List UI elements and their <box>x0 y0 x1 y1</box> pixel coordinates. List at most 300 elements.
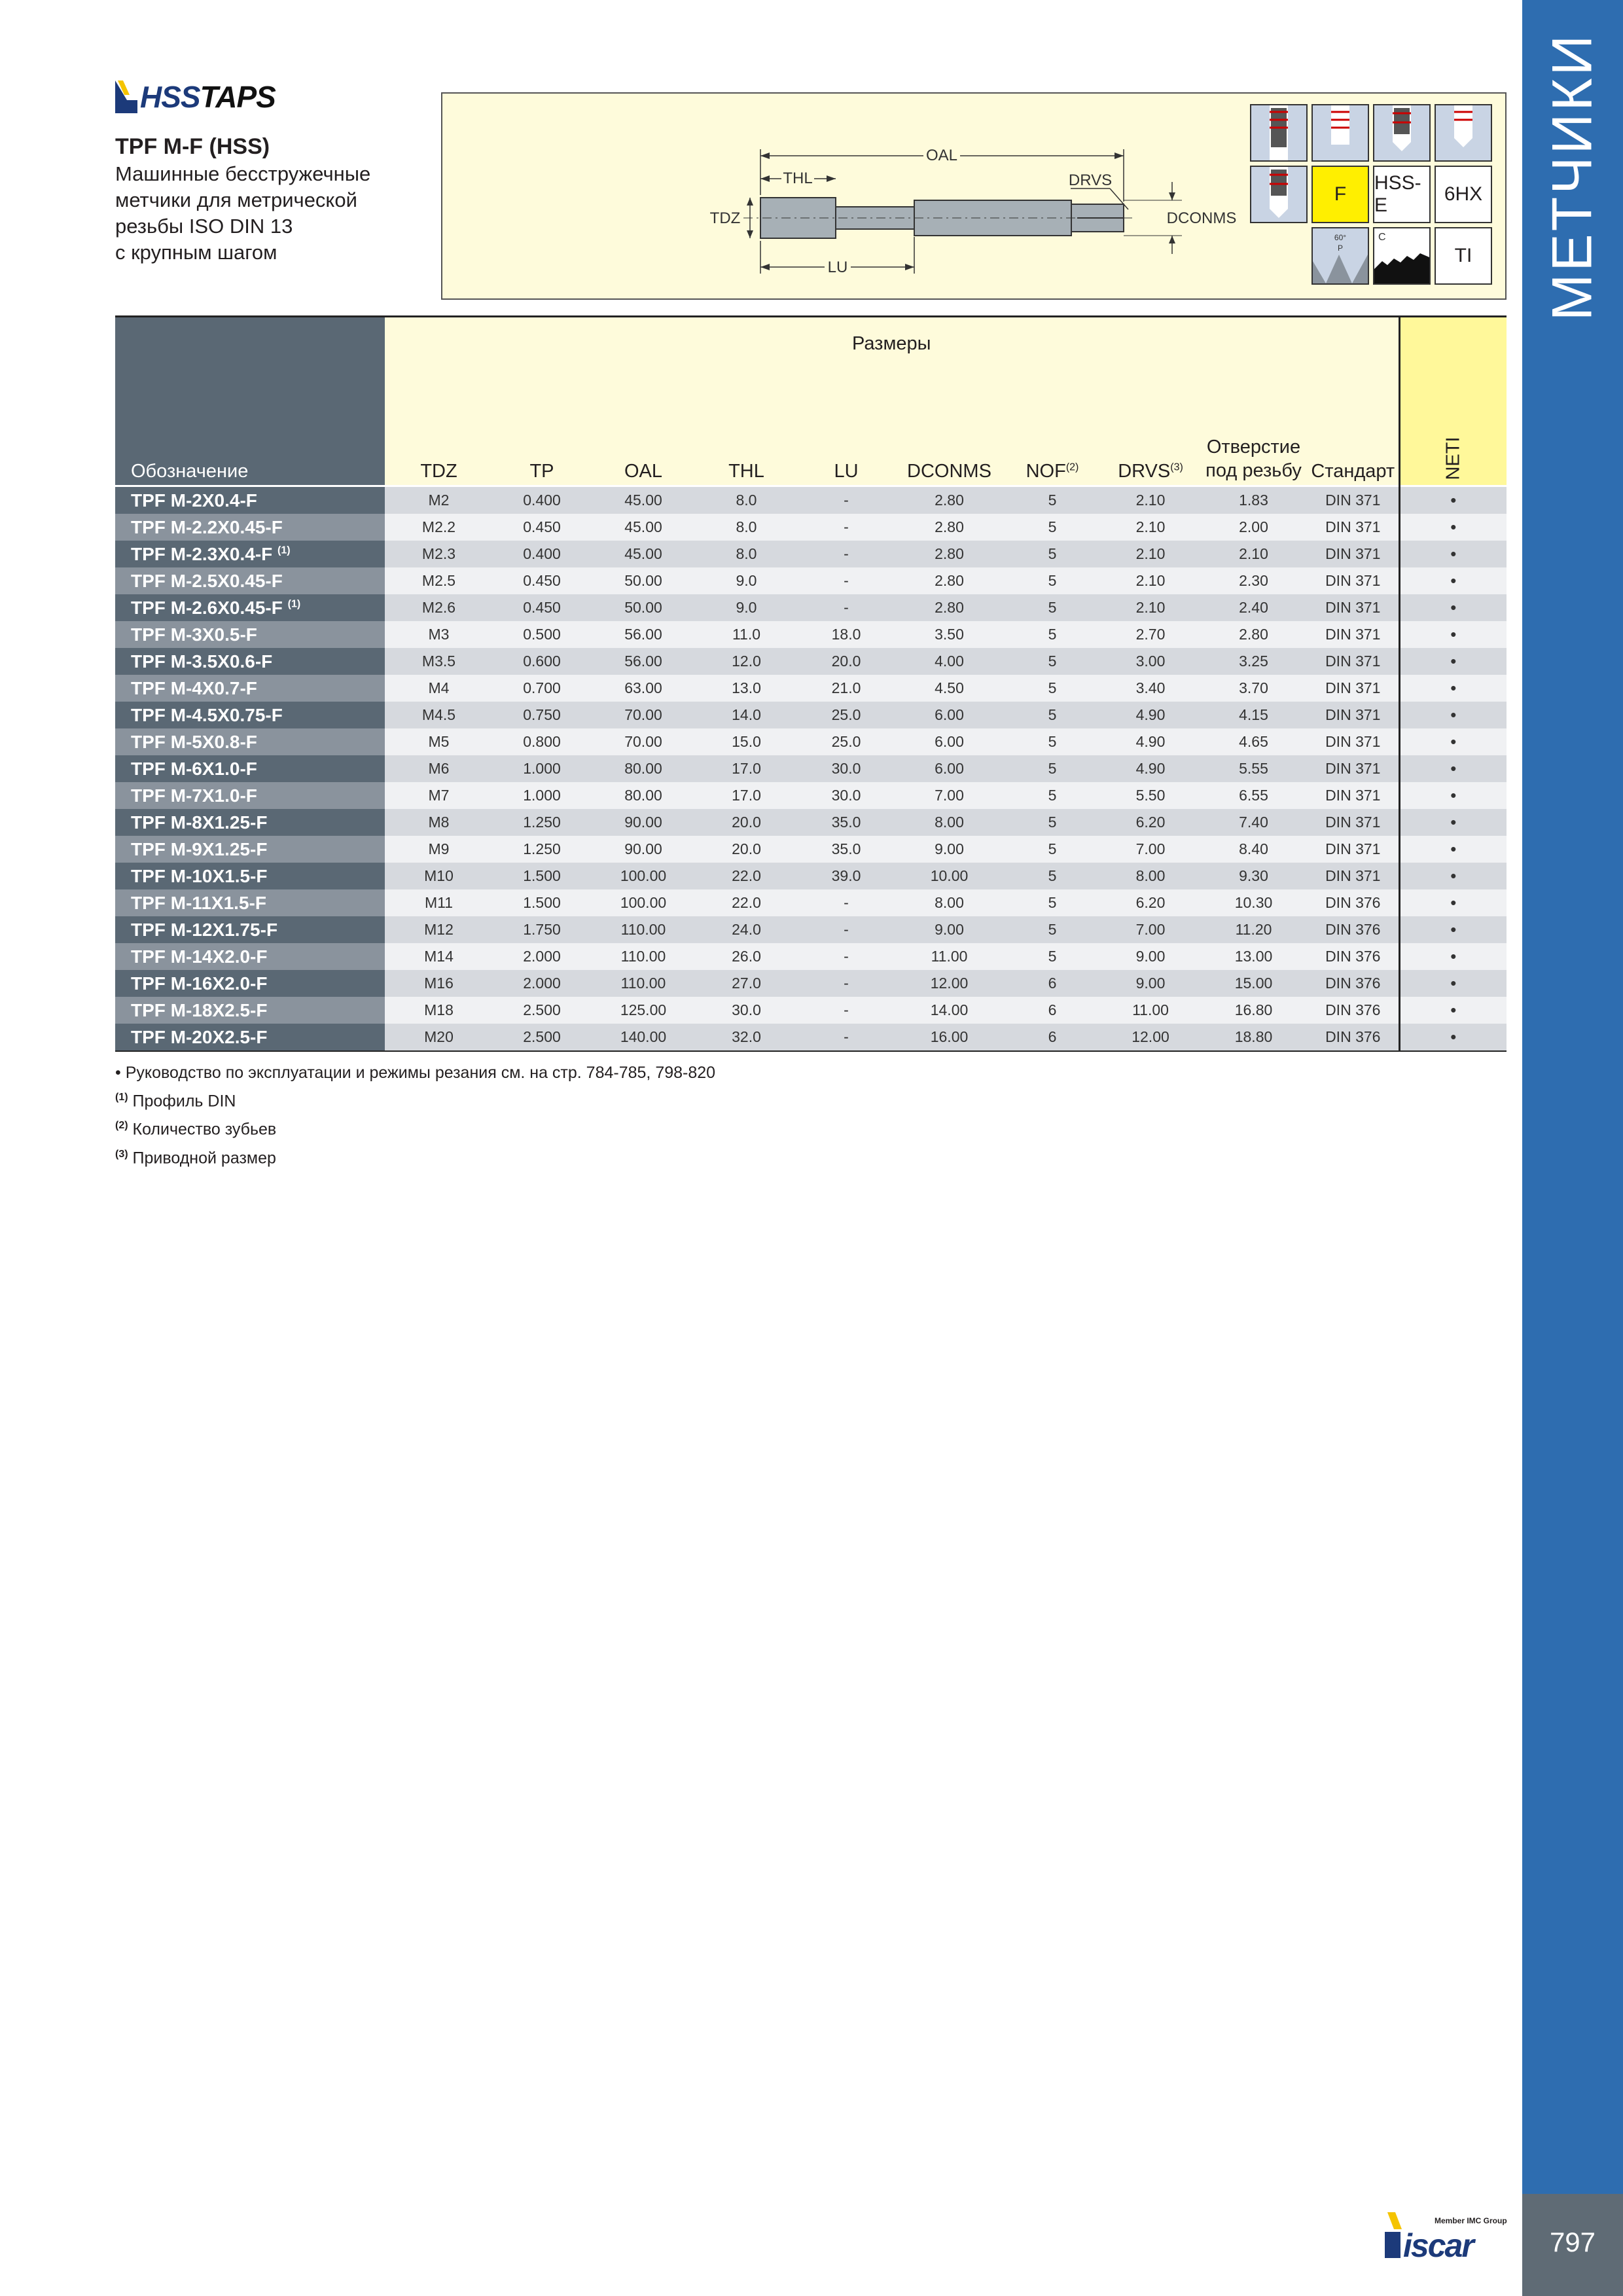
cell-tdz: M6 <box>385 755 493 782</box>
cell-hole: 5.55 <box>1200 755 1308 782</box>
cell-lu: - <box>797 943 895 970</box>
cell-drvs: 4.90 <box>1101 755 1200 782</box>
cell-thl: 12.0 <box>696 648 797 675</box>
col-drvs-label: DRVS <box>1118 461 1171 482</box>
cell-thl: 11.0 <box>696 621 797 648</box>
cell-dconms: 8.00 <box>895 809 1003 836</box>
cell-tdz: M14 <box>385 943 493 970</box>
cell-dconms: 4.50 <box>895 675 1003 702</box>
row-designation-text: TPF M-8X1.25-F <box>131 812 268 833</box>
col-drvs <box>1101 385 1200 486</box>
cell-hole: 7.40 <box>1200 809 1308 836</box>
cell-tdz: M11 <box>385 889 493 916</box>
col-thl: THL <box>696 385 797 486</box>
cell-std: DIN 371 <box>1308 675 1399 702</box>
cell-tdz: M10 <box>385 863 493 889</box>
row-designation <box>115 675 385 702</box>
cell-neti: • <box>1399 889 1507 916</box>
cell-hole: 6.55 <box>1200 782 1308 809</box>
cell-tp: 2.000 <box>493 943 591 970</box>
cell-neti: • <box>1399 836 1507 863</box>
cell-lu: 35.0 <box>797 836 895 863</box>
row-designation <box>115 514 385 541</box>
footnote-text: Профиль DIN <box>132 1092 236 1111</box>
table-row <box>115 514 1507 541</box>
cell-neti: • <box>1399 541 1507 567</box>
cell-hole: 18.80 <box>1200 1024 1308 1050</box>
footnote-mark: (3) <box>115 1148 128 1160</box>
cell-tp: 0.750 <box>493 702 591 728</box>
footnotes <box>115 1060 715 1170</box>
cell-lu: 30.0 <box>797 755 895 782</box>
cell-neti: • <box>1399 514 1507 541</box>
footnote-3 <box>115 1142 715 1170</box>
product-description: Машинные бесстружечные метчики для метрической резьбы ISO DIN 13 с крупным шагом <box>115 162 371 264</box>
table-row <box>115 970 1507 997</box>
cell-drvs: 12.00 <box>1101 1024 1200 1050</box>
table-row <box>115 809 1507 836</box>
cell-std: DIN 371 <box>1308 809 1399 836</box>
cell-oal: 70.00 <box>591 728 696 755</box>
row-designation <box>115 809 385 836</box>
cell-oal: 50.00 <box>591 594 696 621</box>
row-designation-text: TPF M-16X2.0-F <box>131 973 268 994</box>
cell-nof: 5 <box>1003 755 1101 782</box>
cell-lu: - <box>797 594 895 621</box>
cell-neti: • <box>1399 916 1507 943</box>
row-designation <box>115 594 385 621</box>
cell-neti: • <box>1399 997 1507 1024</box>
cell-thl: 8.0 <box>696 486 797 514</box>
cell-hole: 11.20 <box>1200 916 1308 943</box>
table-row <box>115 567 1507 594</box>
row-designation <box>115 889 385 916</box>
section-sidebar <box>1522 0 1623 2194</box>
cell-nof: 5 <box>1003 486 1101 514</box>
cell-neti: • <box>1399 675 1507 702</box>
cell-oal: 110.00 <box>591 970 696 997</box>
shallow-hole-icon <box>1435 104 1492 162</box>
cell-std: DIN 371 <box>1308 755 1399 782</box>
cell-nof: 5 <box>1003 594 1101 621</box>
cell-drvs: 7.00 <box>1101 836 1200 863</box>
footnote-text: Руководство по эксплуатации и режимы резания см. на стр. 784-785, 798-820 <box>125 1064 716 1082</box>
cell-std: DIN 376 <box>1308 1024 1399 1050</box>
cell-std: DIN 376 <box>1308 970 1399 997</box>
cell-dconms: 6.00 <box>895 755 1003 782</box>
cell-nof: 5 <box>1003 863 1101 889</box>
footnote-mark: (2) <box>115 1120 128 1132</box>
cell-thl: 20.0 <box>696 809 797 836</box>
cell-neti: • <box>1399 621 1507 648</box>
col-standard: Стандарт <box>1308 385 1399 486</box>
cell-tdz: M5 <box>385 728 493 755</box>
row-designation-text: TPF M-2X0.4-F <box>131 490 257 511</box>
iscar-mark-icon <box>1385 2212 1404 2258</box>
member-label: Member IMC Group <box>1435 2216 1507 2225</box>
cell-hole: 2.10 <box>1200 541 1308 567</box>
col-nof <box>1003 385 1101 486</box>
iscar-logo <box>1385 2212 1516 2265</box>
row-designation <box>115 916 385 943</box>
cell-std: DIN 371 <box>1308 594 1399 621</box>
cell-tp: 1.250 <box>493 836 591 863</box>
tool-drawing-panel <box>441 92 1507 300</box>
cell-neti: • <box>1399 863 1507 889</box>
cell-lu: - <box>797 486 895 514</box>
cell-drvs: 2.10 <box>1101 541 1200 567</box>
cell-hole: 4.65 <box>1200 728 1308 755</box>
cell-nof: 5 <box>1003 889 1101 916</box>
cell-std: DIN 371 <box>1308 541 1399 567</box>
cell-drvs: 2.10 <box>1101 567 1200 594</box>
cell-drvs: 2.10 <box>1101 514 1200 541</box>
cell-tp: 0.400 <box>493 486 591 514</box>
cell-tp: 2.500 <box>493 1024 591 1050</box>
col-nof-note: (2) <box>1065 461 1079 473</box>
cell-nof: 5 <box>1003 943 1101 970</box>
row-designation-text: TPF M-2.5X0.45-F <box>131 570 283 591</box>
dconms-label: DCONMS <box>1166 209 1237 227</box>
cell-oal: 110.00 <box>591 916 696 943</box>
cell-lu: 18.0 <box>797 621 895 648</box>
cell-std: DIN 371 <box>1308 648 1399 675</box>
cell-neti: • <box>1399 594 1507 621</box>
cell-tp: 0.700 <box>493 675 591 702</box>
cell-dconms: 16.00 <box>895 1024 1003 1050</box>
cell-dconms: 10.00 <box>895 863 1003 889</box>
cell-tdz: M16 <box>385 970 493 997</box>
cell-lu: 25.0 <box>797 702 895 728</box>
blind-hole-icon <box>1311 104 1369 162</box>
cell-thl: 8.0 <box>696 514 797 541</box>
cell-std: DIN 376 <box>1308 997 1399 1024</box>
col-lu: LU <box>797 385 895 486</box>
row-designation-text: TPF M-11X1.5-F <box>131 892 266 913</box>
cell-tp: 2.000 <box>493 970 591 997</box>
cell-std: DIN 376 <box>1308 916 1399 943</box>
cell-hole: 16.80 <box>1200 997 1308 1024</box>
table-row <box>115 486 1507 514</box>
cell-tp: 1.500 <box>493 889 591 916</box>
table-row <box>115 782 1507 809</box>
cell-tdz: M9 <box>385 836 493 863</box>
cell-dconms: 12.00 <box>895 970 1003 997</box>
cell-std: DIN 371 <box>1308 567 1399 594</box>
cell-neti: • <box>1399 943 1507 970</box>
cell-thl: 22.0 <box>696 889 797 916</box>
cell-std: DIN 371 <box>1308 863 1399 889</box>
cell-tp: 1.500 <box>493 863 591 889</box>
cell-tdz: M2 <box>385 486 493 514</box>
iscar-brand-text: iscar <box>1403 2227 1473 2264</box>
table-row <box>115 675 1507 702</box>
cell-tdz: M3.5 <box>385 648 493 675</box>
footnote-text: Приводной размер <box>132 1148 276 1167</box>
cell-dconms: 2.80 <box>895 486 1003 514</box>
cell-dconms: 2.80 <box>895 514 1003 541</box>
cell-thl: 9.0 <box>696 594 797 621</box>
cell-neti: • <box>1399 970 1507 997</box>
cell-lu: - <box>797 567 895 594</box>
cell-drvs: 5.50 <box>1101 782 1200 809</box>
footnote-mark: • <box>115 1064 121 1082</box>
table-row <box>115 594 1507 621</box>
cell-std: DIN 371 <box>1308 621 1399 648</box>
cell-drvs: 3.00 <box>1101 648 1200 675</box>
row-designation <box>115 782 385 809</box>
cell-thl: 20.0 <box>696 836 797 863</box>
cell-drvs: 6.20 <box>1101 809 1200 836</box>
row-note: (1) <box>277 545 291 556</box>
thread-profile-icon <box>1311 227 1369 285</box>
table-row <box>115 755 1507 782</box>
logo-mark-icon <box>115 81 137 113</box>
cell-tdz: M3 <box>385 621 493 648</box>
designation-header: Обозначение <box>115 317 385 486</box>
thread-angle-label: 60° <box>1334 233 1347 242</box>
cell-dconms: 8.00 <box>895 889 1003 916</box>
cell-hole: 9.30 <box>1200 863 1308 889</box>
cell-neti: • <box>1399 486 1507 514</box>
row-designation <box>115 702 385 728</box>
row-designation-text: TPF M-2.6X0.45-F <box>131 597 283 618</box>
col-dconms: DCONMS <box>895 385 1003 486</box>
cell-neti: • <box>1399 648 1507 675</box>
cell-hole: 13.00 <box>1200 943 1308 970</box>
row-designation-text: TPF M-6X1.0-F <box>131 758 257 779</box>
table-row <box>115 863 1507 889</box>
cell-hole: 2.40 <box>1200 594 1308 621</box>
cell-neti: • <box>1399 809 1507 836</box>
cell-lu: 30.0 <box>797 782 895 809</box>
cell-neti: • <box>1399 702 1507 728</box>
cell-drvs: 9.00 <box>1101 970 1200 997</box>
cell-nof: 6 <box>1003 997 1101 1024</box>
cell-drvs: 2.10 <box>1101 486 1200 514</box>
through-hole-icon <box>1250 104 1308 162</box>
table-row <box>115 621 1507 648</box>
cell-drvs: 2.70 <box>1101 621 1200 648</box>
forming-type-badge: F <box>1311 166 1369 223</box>
cell-dconms: 6.00 <box>895 702 1003 728</box>
cell-neti: • <box>1399 782 1507 809</box>
cell-oal: 70.00 <box>591 702 696 728</box>
cell-dconms: 3.50 <box>895 621 1003 648</box>
table-bottom-rule <box>115 1050 1507 1052</box>
cell-neti: • <box>1399 728 1507 755</box>
row-designation-text: TPF M-4.5X0.75-F <box>131 704 283 725</box>
cell-drvs: 11.00 <box>1101 997 1200 1024</box>
logo-part2: TAPS <box>200 80 276 114</box>
row-designation-text: TPF M-5X0.8-F <box>131 731 257 752</box>
cell-lu: - <box>797 997 895 1024</box>
row-note: (1) <box>287 598 301 610</box>
cell-nof: 5 <box>1003 702 1101 728</box>
chamfer-label: C <box>1378 232 1386 243</box>
cell-hole: 1.83 <box>1200 486 1308 514</box>
cell-dconms: 9.00 <box>895 836 1003 863</box>
cell-tdz: M7 <box>385 782 493 809</box>
lu-label: LU <box>827 259 848 276</box>
cell-oal: 56.00 <box>591 648 696 675</box>
cell-lu: - <box>797 1024 895 1050</box>
row-designation-text: TPF M-2.2X0.45-F <box>131 516 283 537</box>
cell-nof: 5 <box>1003 514 1101 541</box>
row-designation <box>115 728 385 755</box>
page-number: 797 <box>1549 2227 1596 2257</box>
cell-oal: 110.00 <box>591 943 696 970</box>
footnote-2 <box>115 1113 715 1141</box>
row-designation <box>115 648 385 675</box>
row-designation-text: TPF M-9X1.25-F <box>131 838 268 859</box>
cell-thl: 30.0 <box>696 997 797 1024</box>
dimensions-group-header: Размеры <box>385 317 1399 385</box>
cell-thl: 8.0 <box>696 541 797 567</box>
cell-std: DIN 371 <box>1308 782 1399 809</box>
cell-tdz: M12 <box>385 916 493 943</box>
cell-tdz: M4 <box>385 675 493 702</box>
row-designation-text: TPF M-18X2.5-F <box>131 999 268 1020</box>
table-row <box>115 889 1507 916</box>
table-row <box>115 541 1507 567</box>
cell-oal: 90.00 <box>591 836 696 863</box>
cell-std: DIN 376 <box>1308 943 1399 970</box>
cell-oal: 140.00 <box>591 1024 696 1050</box>
cell-dconms: 2.80 <box>895 567 1003 594</box>
cell-lu: 35.0 <box>797 809 895 836</box>
cell-tp: 0.450 <box>493 594 591 621</box>
page-number-box <box>1522 2194 1623 2296</box>
cell-oal: 45.00 <box>591 486 696 514</box>
product-title: TPF M-F (HSS) <box>115 134 270 159</box>
cell-drvs: 4.90 <box>1101 702 1200 728</box>
cell-hole: 2.00 <box>1200 514 1308 541</box>
cell-dconms: 4.00 <box>895 648 1003 675</box>
row-designation-text: TPF M-3.5X0.6-F <box>131 651 273 672</box>
cell-tp: 0.800 <box>493 728 591 755</box>
row-designation-text: TPF M-2.3X0.4-F <box>131 543 273 564</box>
cell-tp: 1.750 <box>493 916 591 943</box>
col-oal: OAL <box>591 385 696 486</box>
product-table-body <box>115 486 1507 1051</box>
cell-nof: 6 <box>1003 970 1101 997</box>
cell-dconms: 9.00 <box>895 916 1003 943</box>
row-designation-text: TPF M-10X1.5-F <box>131 865 268 886</box>
cell-tp: 0.600 <box>493 648 591 675</box>
cell-thl: 27.0 <box>696 970 797 997</box>
product-table <box>115 315 1507 1052</box>
table-row <box>115 728 1507 755</box>
cell-tp: 1.250 <box>493 809 591 836</box>
cell-tp: 2.500 <box>493 997 591 1024</box>
cell-tdz: M18 <box>385 997 493 1024</box>
cell-drvs: 2.10 <box>1101 594 1200 621</box>
footnote-mark: (1) <box>115 1092 128 1103</box>
cell-drvs: 9.00 <box>1101 943 1200 970</box>
footnote-text: Количество зубьев <box>132 1120 277 1139</box>
cell-hole: 10.30 <box>1200 889 1308 916</box>
cell-oal: 80.00 <box>591 755 696 782</box>
row-designation <box>115 1024 385 1050</box>
cell-tdz: M2.3 <box>385 541 493 567</box>
row-designation <box>115 943 385 970</box>
cell-dconms: 6.00 <box>895 728 1003 755</box>
row-designation <box>115 970 385 997</box>
cell-thl: 26.0 <box>696 943 797 970</box>
row-designation <box>115 836 385 863</box>
row-designation <box>115 863 385 889</box>
cell-nof: 5 <box>1003 836 1101 863</box>
footnote-guide <box>115 1060 715 1085</box>
oal-label: OAL <box>925 147 958 164</box>
row-designation <box>115 486 385 514</box>
col-nof-label: NOF <box>1026 461 1066 482</box>
cell-tdz: M2.2 <box>385 514 493 541</box>
cell-thl: 13.0 <box>696 675 797 702</box>
thl-label: THL <box>783 170 813 187</box>
row-designation <box>115 621 385 648</box>
cell-nof: 5 <box>1003 567 1101 594</box>
cell-nof: 5 <box>1003 675 1101 702</box>
col-tdz: TDZ <box>385 385 493 486</box>
cell-thl: 22.0 <box>696 863 797 889</box>
row-designation <box>115 567 385 594</box>
material-badge: HSS-E <box>1373 166 1431 223</box>
cell-tdz: M8 <box>385 809 493 836</box>
cell-neti: • <box>1399 1024 1507 1050</box>
cell-tp: 0.450 <box>493 514 591 541</box>
table-row <box>115 648 1507 675</box>
cell-lu: - <box>797 514 895 541</box>
cell-std: DIN 376 <box>1308 889 1399 916</box>
cell-std: DIN 371 <box>1308 836 1399 863</box>
cell-lu: - <box>797 541 895 567</box>
cell-drvs: 3.40 <box>1101 675 1200 702</box>
thread-pitch-label: P <box>1337 243 1344 253</box>
cell-std: DIN 371 <box>1308 486 1399 514</box>
coating-badge: TI <box>1435 227 1492 285</box>
cell-lu: - <box>797 970 895 997</box>
cell-oal: 80.00 <box>591 782 696 809</box>
cell-dconms: 11.00 <box>895 943 1003 970</box>
cell-oal: 45.00 <box>591 541 696 567</box>
cell-nof: 5 <box>1003 621 1101 648</box>
drvs-label: DRVS <box>1068 171 1113 189</box>
cell-nof: 5 <box>1003 541 1101 567</box>
chamfer-form-icon <box>1373 227 1431 285</box>
cell-lu: - <box>797 889 895 916</box>
cell-tp: 1.000 <box>493 782 591 809</box>
cell-thl: 17.0 <box>696 755 797 782</box>
cell-lu: - <box>797 916 895 943</box>
col-hole: Отверстие под резьбу <box>1200 385 1308 486</box>
row-designation-text: TPF M-4X0.7-F <box>131 677 257 698</box>
cell-oal: 50.00 <box>591 567 696 594</box>
cell-thl: 24.0 <box>696 916 797 943</box>
hss-taps-logo <box>115 77 276 117</box>
tdz-label: TDZ <box>709 209 741 227</box>
cell-dconms: 2.80 <box>895 541 1003 567</box>
logo-part1: HSS <box>140 80 200 114</box>
cell-oal: 100.00 <box>591 889 696 916</box>
cell-drvs: 7.00 <box>1101 916 1200 943</box>
cell-lu: 25.0 <box>797 728 895 755</box>
table-row <box>115 1024 1507 1050</box>
cell-tp: 0.500 <box>493 621 591 648</box>
cell-thl: 15.0 <box>696 728 797 755</box>
cell-hole: 15.00 <box>1200 970 1308 997</box>
